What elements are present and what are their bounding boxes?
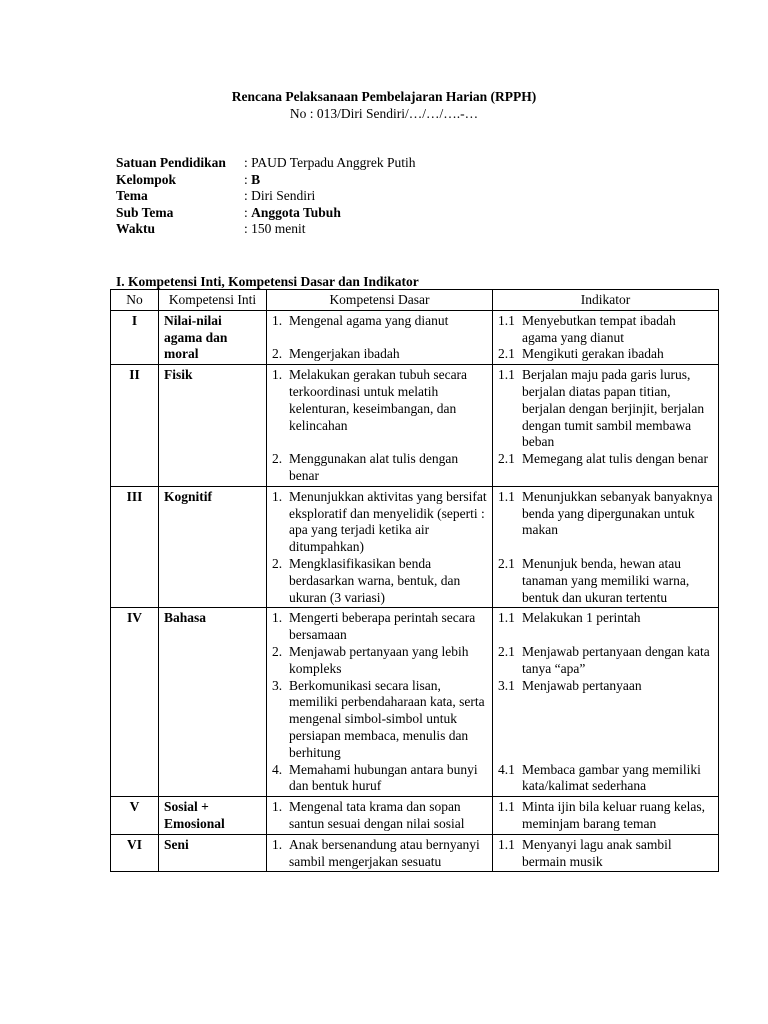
table-row (111, 486, 719, 608)
list-item: 1.1 Menyanyi lagu anak sambil bermain musik (498, 836, 672, 869)
info-value: : B (244, 171, 261, 187)
row-indikator (493, 486, 719, 608)
competency-table (110, 289, 719, 872)
row-kompetensi-dasar (267, 834, 493, 872)
header-indikator: Indikator (493, 290, 719, 311)
row-kompetensi-inti: Nilai-nilai agama dan moral (159, 310, 267, 364)
list-item: 2.1 Menunjuk benda, hewan atau tanaman yang memiliki warna, bentuk dan ukuran tertentu (498, 555, 690, 605)
row-indikator (493, 834, 719, 872)
list-item: 1.1 Berjalan maju pada garis lurus, berjalan diatas papan titian, berjalan dengan berjinjit, berjalan dengan tumit sambil membawa beban (498, 367, 705, 450)
row-kompetensi-inti: Bahasa (159, 608, 267, 797)
document-number: No : 013/Diri Sendiri/…/…/….-… (289, 106, 479, 121)
row-no: VI (111, 834, 159, 872)
info-label: Sub Tema (116, 204, 174, 220)
section-title: I. Kompetensi Inti, Kompetensi Dasar dan Indikator (116, 274, 419, 289)
header-no: No (111, 290, 159, 311)
row-kompetensi-inti: Kognitif (159, 486, 267, 608)
info-label: Satuan Pendidikan (116, 155, 226, 170)
info-row-subtema (116, 205, 416, 222)
table-row (111, 797, 719, 835)
row-no: I (111, 310, 159, 364)
info-value: : Anggota Tubuh (244, 204, 341, 220)
row-kompetensi-inti: Fisik (159, 365, 267, 487)
list-item: 1. Melakukan gerakan tubuh secara terkoordinasi untuk melatih kelenturan, keseimbangan, dan kelincahan (272, 367, 468, 433)
info-value: : PAUD Terpadu Anggrek Putih (244, 155, 416, 170)
row-no: II (111, 365, 159, 487)
table-row (111, 834, 719, 872)
row-indikator (493, 310, 719, 364)
info-row-satuan (116, 155, 416, 172)
info-value: : Diri Sendiri (244, 188, 316, 203)
list-item: 4.1 Membaca gambar yang memiliki kata/kalimat sederhana (498, 761, 701, 794)
list-item: 2. Mengerjakan ibadah (272, 346, 400, 362)
list-item: 1.1 Menunjukkan sebanyak banyaknya benda yang dipergunakan untuk makan (498, 488, 713, 538)
row-no: IV (111, 608, 159, 797)
row-kompetensi-dasar (267, 310, 493, 364)
list-item: 2. Mengklasifikasikan benda berdasarkan warna, bentuk, dan ukuran (3 variasi) (272, 555, 461, 605)
row-kompetensi-dasar (267, 797, 493, 835)
header-kompetensi-inti: Kompetensi Inti (159, 290, 267, 311)
table-header-row (111, 290, 719, 311)
list-item: 4. Memahami hubungan antara bunyi dan bentuk huruf (272, 761, 478, 794)
row-kompetensi-dasar (267, 486, 493, 608)
info-value: : 150 menit (244, 221, 306, 236)
row-kompetensi-inti: Seni (159, 834, 267, 872)
list-item: 2. Menggunakan alat tulis dengan benar (272, 451, 459, 483)
list-item: 3. Berkomunikasi secara lisan, memiliki perbendaharaan kata, serta mengenal simbol-simbol untuk persiapan membaca, menulis dan berhitung (272, 677, 485, 760)
table-row (111, 365, 719, 487)
list-item: 1.1 Minta ijin bila keluar ruang kelas, meminjam barang teman (498, 799, 705, 831)
info-label: Waktu (116, 221, 156, 236)
list-item: 3.1 Menjawab pertanyaan (498, 677, 642, 693)
info-label: Tema (116, 188, 148, 203)
row-no: III (111, 486, 159, 608)
info-label: Kelompok (116, 171, 177, 187)
list-item: 2.1 Menjawab pertanyaan dengan kata tanya “apa” (498, 643, 710, 676)
info-row-waktu (116, 221, 416, 238)
list-item: 1. Mengenal tata krama dan sopan santun sesuai dengan nilai sosial (272, 799, 465, 831)
row-indikator (493, 797, 719, 835)
list-item: 2. Menjawab pertanyaan yang lebih kompleks (272, 643, 469, 676)
info-row-tema (116, 188, 416, 205)
row-kompetensi-dasar (267, 365, 493, 487)
list-item: 2.1 Memegang alat tulis dengan benar (498, 451, 708, 467)
list-item: 1.1 Menyebutkan tempat ibadah agama yang dianut (498, 312, 676, 345)
table-row (111, 608, 719, 797)
info-row-kelompok (116, 172, 416, 189)
info-block (116, 155, 416, 238)
list-item: 1. Menunjukkan aktivitas yang bersifat eksploratif dan menyelidik (seperti : apa yang terjadi ketika air ditumpahkan) (272, 488, 487, 555)
list-item: 1. Mengenal agama yang dianut (272, 312, 449, 328)
document-title: Rencana Pelaksanaan Pembelajaran Harian (RPPH) (231, 89, 537, 104)
row-kompetensi-inti: Sosial + Emosional (159, 797, 267, 835)
list-item: 1. Anak bersenandung atau bernyanyi sambil mengerjakan sesuatu (272, 836, 480, 869)
list-item: 2.1 Mengikuti gerakan ibadah (498, 346, 664, 362)
row-indikator (493, 608, 719, 797)
row-indikator (493, 365, 719, 487)
header-kompetensi-dasar: Kompetensi Dasar (267, 290, 493, 311)
list-item: 1. Mengerti beberapa perintah secara bersamaan (272, 610, 476, 643)
table-row (111, 310, 719, 364)
row-kompetensi-dasar (267, 608, 493, 797)
row-no: V (111, 797, 159, 835)
list-item: 1.1 Melakukan 1 perintah (498, 610, 641, 626)
